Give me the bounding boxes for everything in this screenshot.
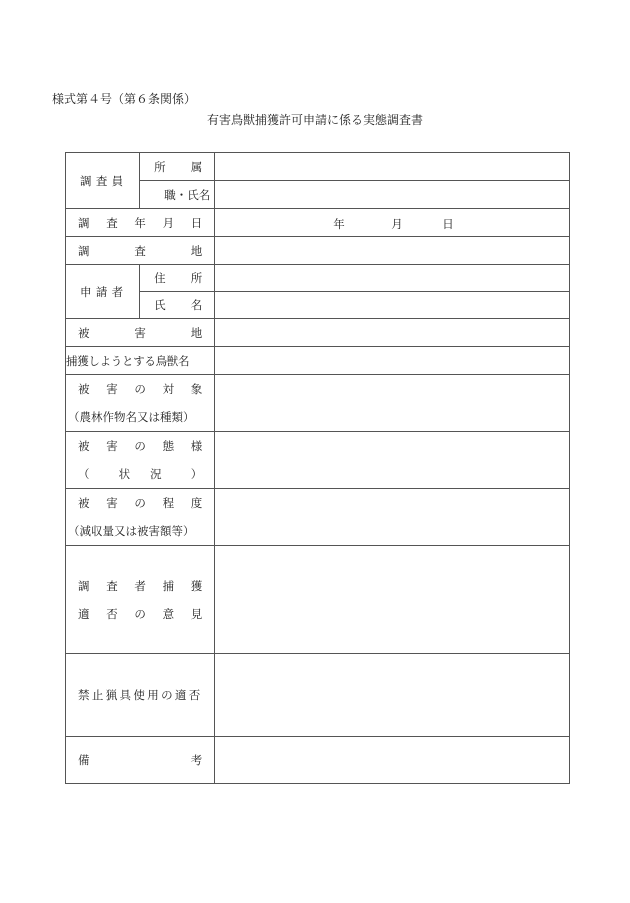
damage-degree-row <box>66 489 570 546</box>
prohibited-gear-row <box>66 654 570 737</box>
label-char: 調 <box>78 578 90 593</box>
label-char: の <box>134 496 146 510</box>
label-char: 捕 <box>162 578 175 593</box>
open-paren: （ <box>78 467 90 481</box>
affiliation-label <box>140 159 214 175</box>
label-char: 属 <box>190 159 203 174</box>
label-char: 者 <box>111 284 124 299</box>
label-char: 請 <box>95 284 108 299</box>
label-char: 査 <box>95 173 108 188</box>
remarks-label <box>66 752 214 768</box>
position-name-label-cell <box>140 181 215 209</box>
label-char: 被 <box>78 325 90 340</box>
label-char: 猟 <box>105 688 118 702</box>
label-char: 態 <box>162 439 175 453</box>
label-char: 対 <box>162 382 175 396</box>
survey-date-value-cell[interactable] <box>215 209 570 237</box>
damage-target-line2: （農林作物名又は種類） <box>68 410 195 424</box>
label-char: 度 <box>190 496 203 510</box>
close-paren: ） <box>190 467 203 481</box>
damage-site-label <box>66 325 214 341</box>
month-label: 月 <box>391 216 403 231</box>
investigator-opinion-value-cell[interactable] <box>215 546 570 654</box>
affiliation-label-cell <box>140 153 215 181</box>
damage-mode-line2 <box>66 460 214 488</box>
damage-degree-line2: （減収量又は被害額等） <box>68 524 195 538</box>
damage-mode-value-cell[interactable] <box>215 432 570 489</box>
remarks-row <box>66 737 570 784</box>
label-char: 用 <box>147 688 159 702</box>
label-char: 調 <box>80 173 92 188</box>
label-char: 止 <box>91 688 104 702</box>
label-char: 害 <box>106 382 118 396</box>
label-char: 被 <box>78 496 90 510</box>
label-char: 況 <box>150 467 162 481</box>
label-char: 地 <box>190 243 203 258</box>
label-char: 使 <box>133 688 145 702</box>
label-char: 意 <box>162 606 175 621</box>
damage-site-label-cell <box>66 319 215 347</box>
label-char: 者 <box>134 578 146 593</box>
label-char: 否 <box>188 688 201 702</box>
prohibited-gear-label-cell <box>66 654 215 737</box>
survey-site-label-cell <box>66 237 215 265</box>
damage-target-line1 <box>66 375 214 403</box>
survey-site-value-cell[interactable] <box>215 237 570 265</box>
label-char: 否 <box>106 606 118 621</box>
prohibited-gear-value-cell[interactable] <box>215 654 570 737</box>
document-title: 有害鳥獣捕獲許可申請に係る実態調査書 <box>206 113 423 127</box>
label-char: 害 <box>134 325 146 340</box>
name-label-cell <box>140 292 215 319</box>
label-char: 調 <box>78 243 90 258</box>
label-char: 名 <box>190 298 203 312</box>
label-char: 氏 <box>154 298 166 312</box>
label-char: 害 <box>106 496 118 510</box>
applicant-address-row <box>66 265 570 292</box>
position-name-value-cell[interactable] <box>215 181 570 209</box>
label-char: 査 <box>106 578 118 593</box>
investigator-opinion-line2 <box>66 600 214 628</box>
target-species-label: 捕獲しようとする鳥獣名 <box>66 353 190 368</box>
damage-site-value-cell[interactable] <box>215 319 570 347</box>
condition-text <box>119 460 162 488</box>
damage-target-value-cell[interactable] <box>215 375 570 432</box>
label-char: 日 <box>190 215 203 230</box>
label-char: 禁 <box>78 688 90 702</box>
applicant-name-row <box>66 292 570 319</box>
label-char: 状 <box>118 467 131 481</box>
damage-mode-label-cell <box>66 432 215 489</box>
damage-site-row <box>66 319 570 347</box>
target-species-value-cell[interactable] <box>215 347 570 375</box>
damage-degree-label-cell <box>66 489 215 546</box>
day-label: 日 <box>442 216 454 231</box>
label-char: 申 <box>80 284 92 299</box>
survey-date-label <box>66 215 214 231</box>
survey-site-label <box>66 243 214 259</box>
label-char: 様 <box>190 439 203 453</box>
address-label <box>140 270 214 286</box>
label-char: 査 <box>106 215 118 230</box>
address-value-cell[interactable] <box>215 265 570 292</box>
affiliation-value-cell[interactable] <box>215 153 570 181</box>
label-char: の <box>161 688 173 702</box>
year-label: 年 <box>333 216 345 231</box>
remarks-label-cell <box>66 737 215 784</box>
label-char: 月 <box>162 215 175 230</box>
label-char: 被 <box>78 439 90 453</box>
label-char: 年 <box>134 215 146 230</box>
investigator-label-cell <box>66 153 140 209</box>
damage-target-row <box>66 375 570 432</box>
applicant-label-cell <box>66 265 140 319</box>
name-label <box>140 297 214 313</box>
damage-degree-line1 <box>66 489 214 517</box>
label-char: の <box>134 382 146 396</box>
target-species-row <box>66 347 570 375</box>
label-char: の <box>134 439 146 453</box>
label-char: 象 <box>190 382 203 396</box>
survey-date-row <box>66 209 570 237</box>
label-char: 査 <box>134 243 146 258</box>
label-char: 被 <box>78 382 90 396</box>
label-char: 調 <box>78 215 90 230</box>
investigator-opinion-label-cell <box>66 546 215 654</box>
label-char: 見 <box>190 606 203 621</box>
label-char: 住 <box>154 271 166 285</box>
survey-site-row <box>66 237 570 265</box>
label-char: 備 <box>78 753 90 767</box>
label-char: 具 <box>119 688 132 702</box>
position-name-label: 職・氏名 <box>164 187 211 202</box>
survey-date-label-cell <box>66 209 215 237</box>
label-char: 所 <box>154 159 166 174</box>
investigator-opinion-row <box>66 546 570 654</box>
name-value-cell[interactable] <box>215 292 570 319</box>
investigator-opinion-line1 <box>66 572 214 600</box>
form-number: 様式第４号（第６条関係） <box>52 92 197 106</box>
damage-degree-value-cell[interactable] <box>215 489 570 546</box>
investigator-label <box>66 173 139 189</box>
label-char: 害 <box>106 439 118 453</box>
label-char: 地 <box>190 325 203 340</box>
label-char: 程 <box>162 496 175 510</box>
applicant-label <box>66 284 139 300</box>
label-char: 員 <box>111 173 124 188</box>
label-char: 適 <box>78 606 90 621</box>
target-species-label-cell <box>66 347 215 375</box>
label-char: 所 <box>190 271 203 285</box>
damage-target-label-cell <box>66 375 215 432</box>
investigator-affiliation-row <box>66 153 570 181</box>
label-char: 獲 <box>190 578 203 593</box>
address-label-cell <box>140 265 215 292</box>
damage-mode-line1 <box>66 432 214 460</box>
survey-form-table <box>65 152 570 784</box>
prohibited-gear-label <box>66 687 214 703</box>
label-char: 考 <box>190 753 203 767</box>
label-char: の <box>134 606 146 621</box>
investigator-name-row <box>66 181 570 209</box>
remarks-value-cell[interactable] <box>215 737 570 784</box>
label-char: 適 <box>174 688 187 702</box>
damage-mode-row <box>66 432 570 489</box>
